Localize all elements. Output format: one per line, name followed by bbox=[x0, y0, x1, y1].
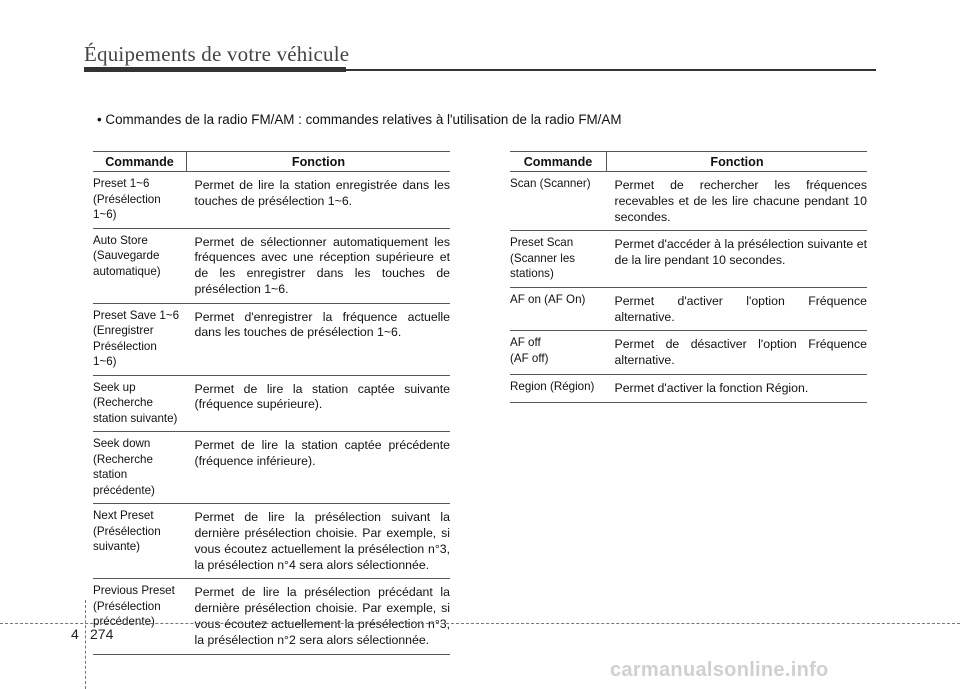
command-cell: Previous Preset (Présélection précédente) bbox=[93, 579, 187, 654]
table-row bbox=[93, 228, 450, 303]
header-rule-thin bbox=[346, 69, 876, 71]
command-cell: Region (Région) bbox=[510, 375, 607, 403]
function-cell: Permet de lire la station captée précédente (fréquence inférieure). bbox=[187, 432, 451, 504]
function-cell: Permet de lire la station enregistrée dans les touches de présélection 1~6. bbox=[187, 172, 451, 229]
table-row bbox=[510, 287, 867, 331]
column-header-function: Fonction bbox=[607, 152, 868, 172]
table-row bbox=[510, 375, 867, 403]
command-cell: Next Preset (Présélection suivante) bbox=[93, 504, 187, 579]
table-row bbox=[510, 331, 867, 375]
header-rule-thick bbox=[84, 67, 346, 72]
footer-vertical-divider bbox=[85, 600, 86, 689]
command-cell: Preset Scan (Scanner les stations) bbox=[510, 231, 607, 288]
table-row bbox=[510, 231, 867, 288]
table-row bbox=[93, 303, 450, 375]
function-cell: Permet d'enregistrer la fréquence actuelle dans les touches de présélection 1~6. bbox=[187, 303, 451, 375]
function-cell: Permet de sélectionner automatiquement les fréquences avec une réception supérieure et de les enregistrer dans les touches de présélection 1~6. bbox=[187, 228, 451, 303]
command-cell: Scan (Scanner) bbox=[510, 172, 607, 231]
function-cell: Permet d'accéder à la présélection suivante et de la lire pendant 10 secondes. bbox=[607, 231, 868, 288]
function-cell: Permet de désactiver l'option Fréquence alternative. bbox=[607, 331, 868, 375]
page-number: 274 bbox=[90, 626, 114, 642]
command-cell: Preset Save 1~6 (Enregistrer Présélection 1~6) bbox=[93, 303, 187, 375]
command-cell: AF on (AF On) bbox=[510, 287, 607, 331]
watermark: carmanualsonline.info bbox=[610, 659, 829, 681]
chapter-number: 4 bbox=[71, 626, 79, 642]
table-row bbox=[93, 375, 450, 432]
function-cell: Permet de lire la station captée suivante (fréquence supérieure). bbox=[187, 375, 451, 432]
function-cell: Permet de lire la présélection suivant la dernière présélection choisie. Par exemple, si vous écoutez actuellement la présélection n°3, la présélection n°4 sera alors sélectionnée. bbox=[187, 504, 451, 579]
intro-bullet: • Commandes de la radio FM/AM : commandes relatives à l'utilisation de la radio FM/AM bbox=[97, 112, 622, 127]
table-row bbox=[93, 432, 450, 504]
command-cell: Auto Store (Sauvegarde automatique) bbox=[93, 228, 187, 303]
table-row bbox=[93, 172, 450, 229]
table-row bbox=[510, 172, 867, 231]
function-cell: Permet d'activer la fonction Région. bbox=[607, 375, 868, 403]
command-cell: Preset 1~6 (Présélection 1~6) bbox=[93, 172, 187, 229]
table-row bbox=[93, 579, 450, 654]
function-cell: Permet de rechercher les fréquences recevables et de les lire chacune pendant 10 secondes. bbox=[607, 172, 868, 231]
function-cell: Permet d'activer l'option Fréquence alternative. bbox=[607, 287, 868, 331]
fm-am-commands-table-left bbox=[93, 151, 450, 655]
table-row bbox=[93, 504, 450, 579]
footer-divider bbox=[0, 623, 960, 624]
command-cell: AF off (AF off) bbox=[510, 331, 607, 375]
column-header-function: Fonction bbox=[187, 152, 451, 172]
column-header-command: Commande bbox=[93, 152, 187, 172]
command-cell: Seek down (Recherche station précédente) bbox=[93, 432, 187, 504]
column-header-command: Commande bbox=[510, 152, 607, 172]
page-header-title: Équipements de votre véhicule bbox=[84, 42, 350, 66]
function-cell: Permet de lire la présélection précédant la dernière présélection choisie. Par exemple, si vous écoutez actuellement la présélection n°3, la présélection n°2 sera alors sélectionnée. bbox=[187, 579, 451, 654]
fm-am-commands-table-right bbox=[510, 151, 867, 403]
command-cell: Seek up (Recherche station suivante) bbox=[93, 375, 187, 432]
